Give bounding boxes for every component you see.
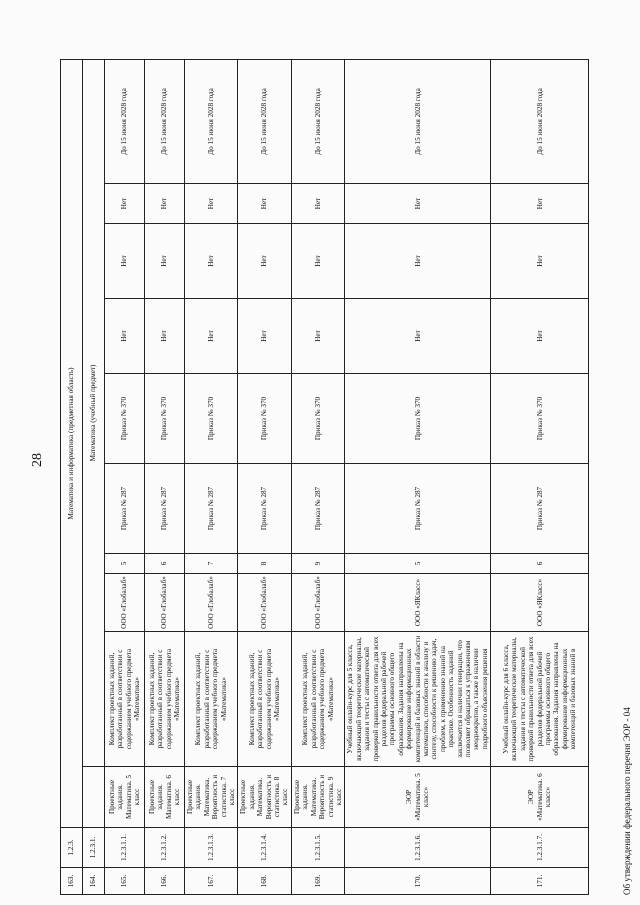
- organization: ООО «Глобалаб»: [185, 574, 238, 632]
- organization: ООО «Глобалаб»: [238, 574, 291, 632]
- deadline: До 15 июня 2028 года: [105, 59, 145, 183]
- organization: ООО «ЯКласс»: [491, 574, 589, 632]
- value-3: Нет: [345, 184, 491, 224]
- deadline: До 15 июня 2028 года: [491, 59, 589, 183]
- row-code: 1.2.3.1.2.: [145, 828, 185, 868]
- order-ref-2: Приказ № 370: [491, 374, 589, 464]
- row-code: 1.2.3.1.7.: [491, 828, 589, 868]
- resource-description: Комплект проектных заданий, разработанный в соответствии с содержанием учебного предмета «Математика»: [238, 632, 291, 767]
- value-3: Нет: [145, 184, 185, 224]
- order-ref-2: Приказ № 370: [345, 374, 491, 464]
- value-2: Нет: [185, 224, 238, 299]
- table-row: [145, 59, 185, 894]
- order-ref-1: Приказ № 287: [491, 464, 589, 554]
- value-1: Нет: [291, 299, 344, 374]
- deadline: До 15 июня 2028 года: [238, 59, 291, 183]
- resource-name: Проектные задания. Математика. 6 класс: [145, 767, 185, 828]
- value-3: Нет: [185, 184, 238, 224]
- value-2: Нет: [491, 224, 589, 299]
- subject-title: Математика (учебный предмет): [83, 59, 105, 766]
- row-number: 170.: [345, 868, 491, 895]
- value-2: Нет: [238, 224, 291, 299]
- value-2: Нет: [345, 224, 491, 299]
- document-footer: Об утверждении федерального перечня ЭОР - 04: [622, 707, 632, 895]
- grade: 9: [291, 554, 344, 574]
- resource-description: Комплект проектных заданий, разработанный в соответствии с содержанием учебного предмета «Математика»: [145, 632, 185, 767]
- rotated-sheet: [60, 60, 632, 895]
- value-3: Нет: [291, 184, 344, 224]
- section-title: Математика и информатика (предметная область): [61, 59, 83, 827]
- order-ref-2: Приказ № 370: [145, 374, 185, 464]
- row-code: 1.2.3.1.5.: [291, 828, 344, 868]
- table-row: [345, 59, 491, 894]
- organization: ООО «Глобалаб»: [105, 574, 145, 632]
- resource-name: ЭОР «Математика. 6 класс»: [491, 767, 589, 828]
- row-number: 165.: [105, 868, 145, 895]
- value-3: Нет: [105, 184, 145, 224]
- row-number: 163.: [61, 868, 83, 895]
- value-3: Нет: [491, 184, 589, 224]
- deadline: До 15 июня 2028 года: [291, 59, 344, 183]
- grade: 6: [145, 554, 185, 574]
- table-row: [61, 59, 83, 894]
- resource-description: Учебный онлайн-курс для 5 класса, включающий теоретические материалы, задания и тесты с автоматической проверкой правильности ответа для всех разделов федеральной рабочей программы основного общего образования. Задания направлены на формирование информационных компетенций и базовых знаний в области математики, способности к анализу и синтезу, способности к решению задач, проблем, к применению знаний на практике. Особенность заданий заключается в наличии генерации, что позволяет обращаться к упражнениям неоднократно, а также в наличии подробного объяснения решения: [345, 632, 491, 767]
- organization: ООО «Глобалаб»: [291, 574, 344, 632]
- table-row: [185, 59, 238, 894]
- page-number: 28: [30, 453, 45, 467]
- row-code: 1.2.3.1.1.: [105, 828, 145, 868]
- value-2: Нет: [145, 224, 185, 299]
- table-row: [105, 59, 145, 894]
- resource-name: Проектные задания. Математика. Вероятность и статистика. 8 класс: [238, 767, 291, 828]
- resource-description: Комплект проектных заданий, разработанный в соответствии с содержанием учебного предмета «Математика»: [105, 632, 145, 767]
- resource-description: Комплект проектных заданий, разработанный в соответствии с содержанием учебного предмета «Математика»: [185, 632, 238, 767]
- row-code: 1.2.3.1.3.: [185, 828, 238, 868]
- row-number: 167.: [185, 868, 238, 895]
- order-ref-1: Приказ № 287: [238, 464, 291, 554]
- row-code: 1.2.3.1.: [83, 828, 105, 868]
- row-code: 1.2.3.1.4.: [238, 828, 291, 868]
- order-ref-1: Приказ № 287: [185, 464, 238, 554]
- table-row: [291, 59, 344, 894]
- value-1: Нет: [185, 299, 238, 374]
- value-1: Нет: [345, 299, 491, 374]
- deadline: До 15 июня 2028 года: [345, 59, 491, 183]
- resource-register-table: [60, 59, 589, 895]
- row-code: 1.2.3.1.6.: [345, 828, 491, 868]
- resource-name: ЭОР «Математика. 5 класс»: [345, 767, 491, 828]
- value-1: Нет: [491, 299, 589, 374]
- table-row: [83, 59, 105, 894]
- resource-name: Проектные задания. Математика. 5 класс: [105, 767, 145, 828]
- value-1: Нет: [105, 299, 145, 374]
- organization: ООО «ЯКласс»: [345, 574, 491, 632]
- order-ref-1: Приказ № 287: [291, 464, 344, 554]
- order-ref-2: Приказ № 370: [105, 374, 145, 464]
- value-2: Нет: [291, 224, 344, 299]
- order-ref-1: Приказ № 287: [145, 464, 185, 554]
- order-ref-1: Приказ № 287: [105, 464, 145, 554]
- grade: 5: [345, 554, 491, 574]
- resource-description: Учебный онлайн-курс для 6 класса, включающий теоретические материалы, задания и тесты с автоматической проверкой правильности ответа для всех разделов федеральной рабочей программы основного общего образования. Задания направлены на формирование информационных компетенций и базовых знаний в: [491, 632, 589, 767]
- grade: 6: [491, 554, 589, 574]
- row-code: 1.2.3.: [61, 828, 83, 868]
- value-1: Нет: [238, 299, 291, 374]
- value-1: Нет: [145, 299, 185, 374]
- resource-name: Проектные задания. Математика. Вероятность и статистика. 7 класс: [185, 767, 238, 828]
- table-row: [238, 59, 291, 894]
- grade: 7: [185, 554, 238, 574]
- row-number: 168.: [238, 868, 291, 895]
- resource-name: Проектные задания. Математика. Вероятность и статистика. 9 класс: [291, 767, 344, 828]
- order-ref-2: Приказ № 370: [185, 374, 238, 464]
- grade: 5: [105, 554, 145, 574]
- row-number: 171.: [491, 868, 589, 895]
- deadline: До 15 июня 2028 года: [145, 59, 185, 183]
- row-number: 169.: [291, 868, 344, 895]
- order-ref-1: Приказ № 287: [345, 464, 491, 554]
- order-ref-2: Приказ № 370: [291, 374, 344, 464]
- value-3: Нет: [238, 184, 291, 224]
- value-2: Нет: [105, 224, 145, 299]
- table-row: [491, 59, 589, 894]
- organization: ООО «Глобалаб»: [145, 574, 185, 632]
- row-number: 164.: [83, 868, 105, 895]
- row-number: 166.: [145, 868, 185, 895]
- order-ref-2: Приказ № 370: [238, 374, 291, 464]
- deadline: До 15 июня 2028 года: [185, 59, 238, 183]
- grade: 8: [238, 554, 291, 574]
- resource-description: Комплект проектных заданий, разработанный в соответствии с содержанием учебного предмета «Математика»: [291, 632, 344, 767]
